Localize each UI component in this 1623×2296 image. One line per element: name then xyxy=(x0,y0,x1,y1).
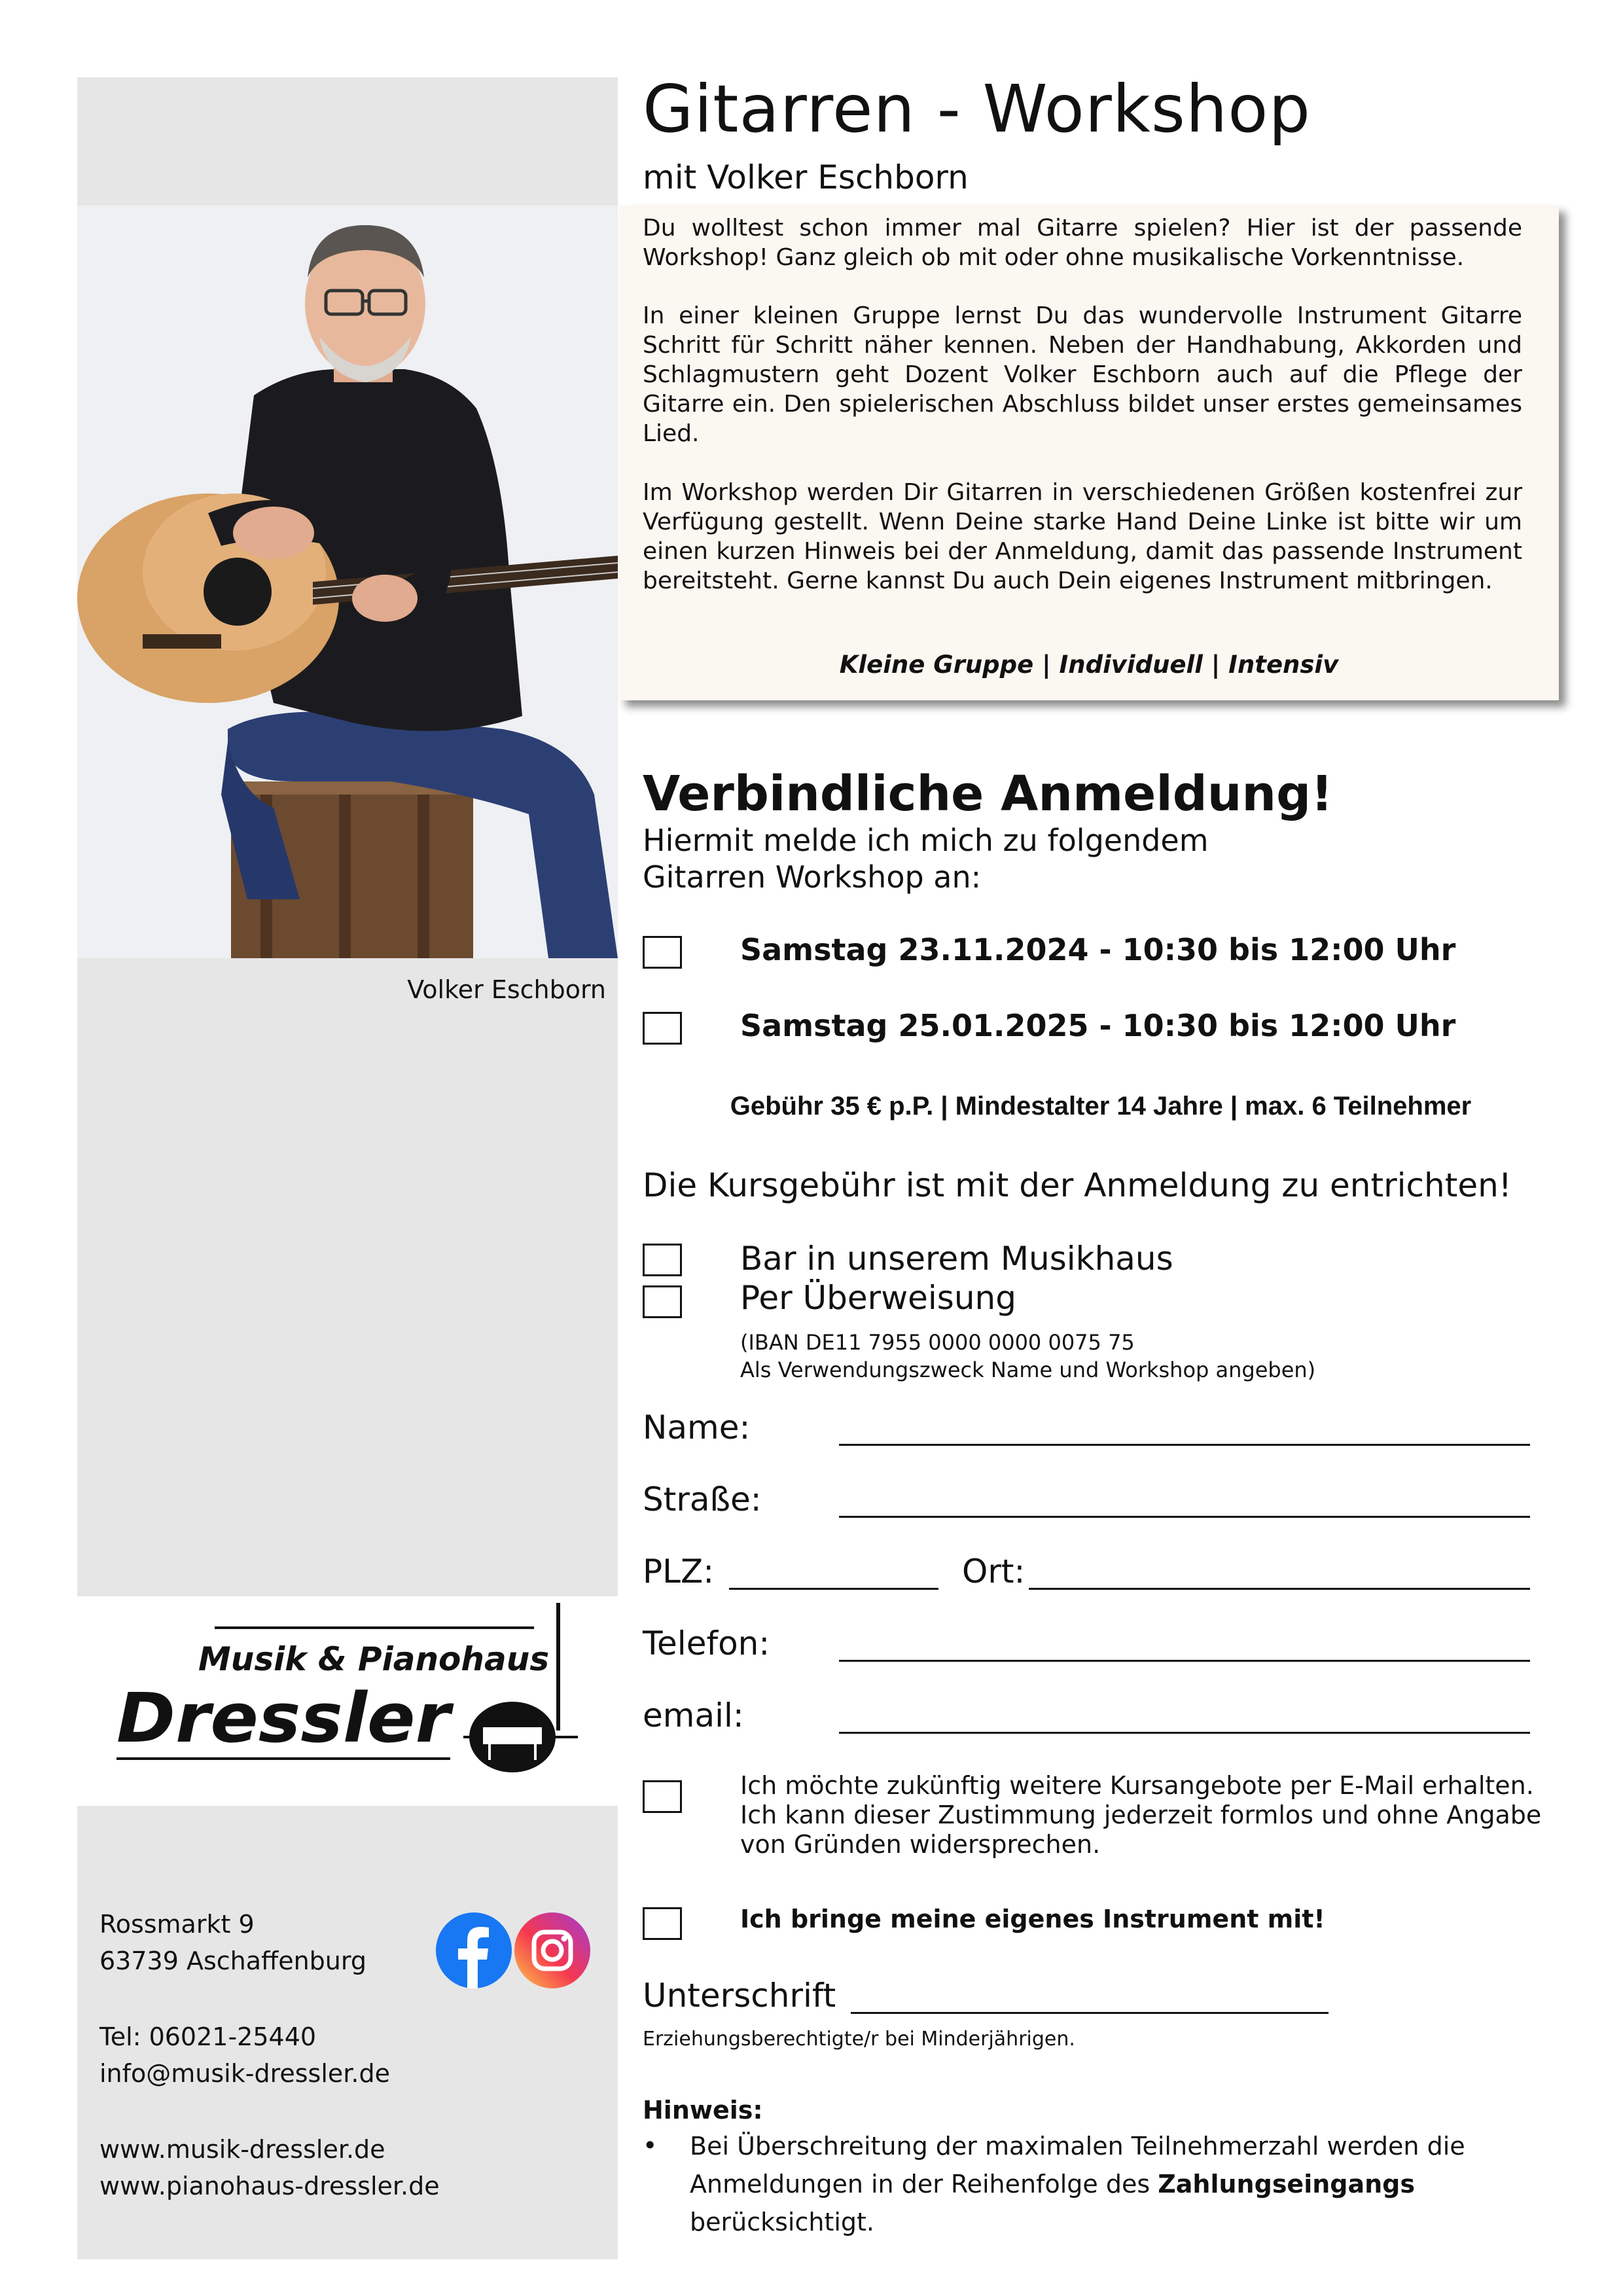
street-label: Straße: xyxy=(643,1480,762,1518)
notice-heading: Hinweis: xyxy=(643,2096,763,2125)
signature-label: Unterschrift xyxy=(643,1977,836,2015)
photo-caption: Volker Eschborn xyxy=(407,975,606,1004)
page-subtitle: mit Volker Eschborn xyxy=(643,158,969,196)
payment-transfer-label: Per Überweisung xyxy=(740,1279,1016,1317)
signature-note: Erziehungsberechtigte/r bei Minderjährigen. xyxy=(643,2028,1075,2051)
consent-line3: von Gründen widersprechen. xyxy=(740,1830,1101,1859)
city-label: Ort: xyxy=(962,1552,1026,1590)
contact-email[interactable]: info@musik-dressler.de xyxy=(99,2059,390,2088)
name-label: Name: xyxy=(643,1408,751,1446)
intro-tagline: Kleine Gruppe | Individuell | Intensiv xyxy=(839,651,1339,679)
date-1-checkbox[interactable] xyxy=(643,936,682,969)
registration-intro-line2: Gitarren Workshop an: xyxy=(643,859,982,895)
intro-paragraph-2: In einer kleinen Gruppe lernst Du das wundervolle Instrument Gitarre Schritt für Schritt näher kennen. Neben der Handhabung, Akkorden und Schlagmustern geht Dozent Volker Eschborn auch auf die Pflege der Gitarre ein. Den spielerischen Abschluss bildet unser erstes gemeinsames Lied. xyxy=(643,302,1522,447)
facebook-icon[interactable] xyxy=(435,1911,513,1992)
intro-paragraph-3: Im Workshop werden Dir Gitarren in verschiedenen Größen kostenfrei zur Verfügung gestellt. Wenn Deine starke Hand Deine Linke ist bitte wir um einen kurzen Hinweis bei der Anmeldung, damit das passende Instrument bereitsteht. Gerne kannst Du auch Dein eigenes Instrument mitbringen. xyxy=(643,479,1522,594)
date-2-label: Samstag 25.01.2025 - 10:30 bis 12:00 Uhr xyxy=(740,1008,1456,1043)
left-mid-band xyxy=(77,958,618,1596)
signature-field[interactable] xyxy=(851,2012,1329,2014)
date-2-checkbox[interactable] xyxy=(643,1012,682,1045)
consent-line2: Ich kann dieser Zustimmung jederzeit formlos und ohne Angabe xyxy=(740,1801,1542,1829)
page-title: Gitarren - Workshop xyxy=(643,71,1311,147)
phone-label: Telefon: xyxy=(643,1624,770,1662)
payment-transfer-checkbox[interactable] xyxy=(643,1285,682,1318)
instagram-icon[interactable] xyxy=(513,1911,592,1992)
contact-web2[interactable]: www.pianohaus-dressler.de xyxy=(99,2172,440,2200)
store-logo xyxy=(77,1596,618,1806)
notice-bullet: • xyxy=(643,2131,658,2160)
instructor-photo xyxy=(77,206,618,958)
left-top-band xyxy=(77,77,618,206)
iban-note: Als Verwendungszweck Name und Workshop angeben) xyxy=(740,1357,1316,1382)
registration-intro xyxy=(643,822,1297,895)
contact-phone: Tel: 06021-25440 xyxy=(99,2022,317,2051)
date-1-label: Samstag 23.11.2024 - 10:30 bis 12:00 Uhr xyxy=(740,932,1456,967)
registration-intro-line1: Hiermit melde ich mich zu folgendem xyxy=(643,823,1209,858)
name-field[interactable] xyxy=(839,1444,1530,1446)
zip-field[interactable] xyxy=(729,1588,938,1590)
dressler-logo xyxy=(77,1596,618,1806)
email-field[interactable] xyxy=(839,1732,1530,1734)
payment-cash-label: Bar in unserem Musikhaus xyxy=(740,1240,1173,1278)
contact-street: Rossmarkt 9 xyxy=(99,1910,255,1939)
city-field[interactable] xyxy=(1029,1588,1530,1590)
registration-heading: Verbindliche Anmeldung! xyxy=(643,766,1333,822)
notice-text-part1: Bei Überschreitung der maximalen Teilnehmerzahl werden die Anmeldungen in der Reihenfolge des xyxy=(690,2132,1465,2198)
intro-paragraph-1: Du wolltest schon immer mal Gitarre spielen? Hier ist der passende Workshop! Ganz gleich ob mit oder ohne musikalische Vorkenntnisse. xyxy=(643,215,1522,271)
consent-line1: Ich möchte zukünftig weitere Kursangebote per E-Mail erhalten. xyxy=(740,1771,1534,1800)
logo-line1: Musik & Pianohaus xyxy=(198,1640,550,1678)
iban-line: (IBAN DE11 7955 0000 0000 0075 75 xyxy=(740,1330,1135,1355)
guitarist-illustration xyxy=(77,206,618,958)
payment-cash-checkbox[interactable] xyxy=(643,1244,682,1276)
zip-label: PLZ: xyxy=(643,1552,715,1590)
contact-city: 63739 Aschaffenburg xyxy=(99,1946,366,1975)
own-instrument-label: Ich bringe meine eigenes Instrument mit! xyxy=(740,1905,1325,1933)
notice-text xyxy=(690,2127,1541,2241)
logo-line2: Dressler xyxy=(116,1678,454,1758)
street-field[interactable] xyxy=(839,1516,1530,1518)
fee-info: Gebühr 35 € p.P. | Mindestalter 14 Jahre | max. 6 Teilnehmer xyxy=(730,1092,1472,1121)
phone-field[interactable] xyxy=(839,1660,1530,1662)
newsletter-consent-checkbox[interactable] xyxy=(643,1780,682,1813)
own-instrument-checkbox[interactable] xyxy=(643,1907,682,1940)
notice-text-bold: Zahlungseingangs xyxy=(1158,2170,1415,2198)
payment-notice: Die Kursgebühr ist mit der Anmeldung zu entrichten! xyxy=(643,1166,1512,1204)
contact-web1[interactable]: www.musik-dressler.de xyxy=(99,2135,385,2164)
intro-box xyxy=(619,206,1559,700)
notice-text-part2: berücksichtigt. xyxy=(690,2208,874,2236)
email-label: email: xyxy=(643,1696,744,1734)
